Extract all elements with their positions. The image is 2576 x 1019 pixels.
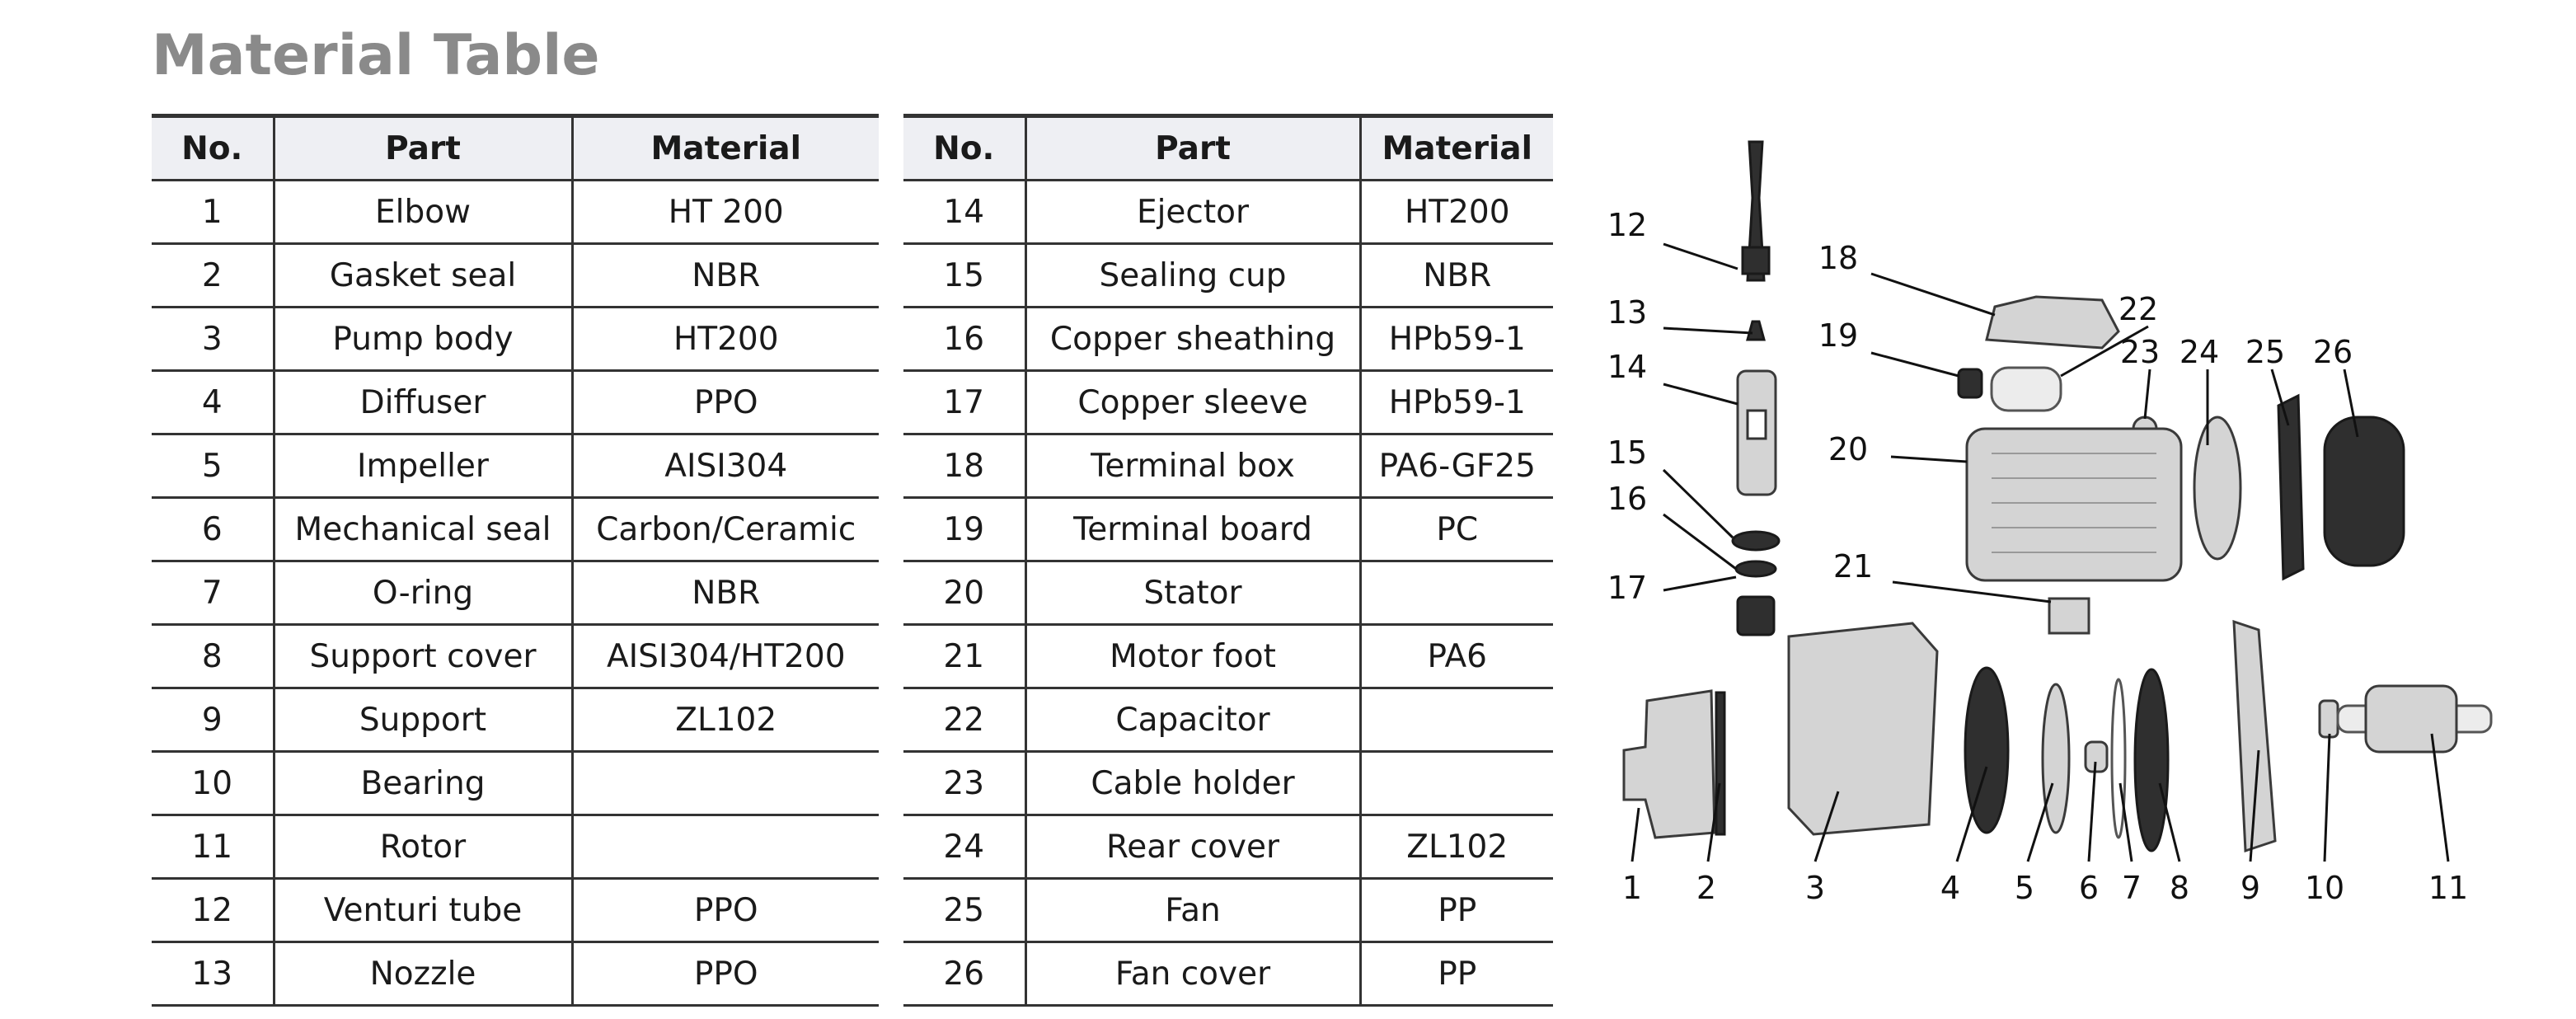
header-material: Material [1360,116,1553,181]
leader-line [1663,514,1736,569]
table-row [903,371,1553,434]
leader-line [1891,457,1967,462]
copper-sleeve-part [1738,597,1774,635]
cell-no: 11 [152,815,274,879]
terminal-board-part [1959,369,1982,397]
rear-cover-part [2194,417,2241,559]
cell-part: Sealing cup [1025,244,1360,308]
cell-part: Rear cover [1025,815,1360,879]
header-material: Material [572,116,879,181]
cell-part: Diffuser [274,371,572,434]
table-row [152,371,879,434]
cell-material: PPO [572,879,879,942]
table-row [903,815,1553,879]
material-table-right [903,114,1553,1007]
cell-material: HPb59-1 [1360,371,1553,434]
cell-part: Pump body [274,308,572,371]
cell-no: 19 [903,498,1025,561]
cell-part: Terminal box [1025,434,1360,498]
part-number-label: 4 [1940,870,1961,906]
table-row [903,561,1553,625]
cell-no: 6 [152,498,274,561]
leader-line [2145,369,2150,419]
part-number-label: 25 [2245,334,2286,370]
part-number-label: 15 [1607,434,1648,471]
table-row [152,752,879,815]
impeller-part [2043,684,2069,833]
part-number-label: 21 [1832,548,1874,585]
cell-material [1360,752,1553,815]
table-row [152,688,879,752]
part-number-label: 11 [2428,870,2469,906]
cell-no: 12 [152,879,274,942]
cell-no: 3 [152,308,274,371]
cell-material: NBR [572,244,879,308]
header-no: No. [152,116,274,181]
leader-line [1893,582,2051,602]
table-row [152,561,879,625]
exploded-pump-diagram [1591,124,2539,932]
part-number-label: 22 [2118,291,2159,327]
terminal-box-part [1987,297,2119,348]
cell-material: PA6 [1360,625,1553,688]
page-title: Material Table [152,23,600,88]
part-number-label: 16 [1607,481,1648,517]
cell-part: Terminal board [1025,498,1360,561]
part-number-label: 6 [2078,870,2100,906]
copper-sheathing-part [1736,561,1776,576]
cell-part: Copper sheathing [1025,308,1360,371]
support-cover-part [2135,669,2168,851]
part-number-label: 17 [1607,570,1648,606]
part-number-label: 9 [2240,870,2261,906]
cell-part: Impeller [274,434,572,498]
stator-part [1967,429,2181,580]
table-header-row [903,116,1553,181]
cell-part: Venturi tube [274,879,572,942]
cell-material: HT200 [1360,181,1553,244]
cell-part: Fan cover [1025,942,1360,1006]
bearing-part [2320,701,2338,737]
cell-part: Elbow [274,181,572,244]
table-row [152,434,879,498]
table-row [903,942,1553,1006]
cell-part: Support [274,688,572,752]
cell-material [1360,561,1553,625]
leader-line [1871,274,1995,315]
cell-no: 23 [903,752,1025,815]
table-row [152,879,879,942]
leader-line [1663,328,1753,333]
venturi-collar-part [1743,247,1769,274]
part-number-label: 20 [1828,431,1869,467]
header-part: Part [274,116,572,181]
part-number-label: 3 [1804,870,1826,906]
cell-part: Copper sleeve [1025,371,1360,434]
part-number-label: 26 [2312,334,2353,370]
cell-material: NBR [1360,244,1553,308]
cell-material [1360,688,1553,752]
o-ring-part [2112,679,2125,838]
cell-material: HT200 [572,308,879,371]
cell-part: Gasket seal [274,244,572,308]
part-number-label: 12 [1607,207,1648,243]
cell-no: 9 [152,688,274,752]
cell-no: 24 [903,815,1025,879]
cell-part: Support cover [274,625,572,688]
cell-no: 25 [903,879,1025,942]
cell-no: 20 [903,561,1025,625]
table-row [903,498,1553,561]
table-row [903,244,1553,308]
cell-material: PC [1360,498,1553,561]
cell-part: Cable holder [1025,752,1360,815]
gasket-seal-part [1716,693,1724,834]
cell-part: Stator [1025,561,1360,625]
rotor-core-part [2366,686,2456,752]
cell-part: Motor foot [1025,625,1360,688]
cell-no: 1 [152,181,274,244]
cell-no: 26 [903,942,1025,1006]
cell-no: 16 [903,308,1025,371]
cell-material: AISI304/HT200 [572,625,879,688]
part-number-label: 13 [1607,294,1648,331]
part-number-label: 19 [1818,317,1859,354]
cell-no: 10 [152,752,274,815]
nozzle-part [1748,322,1764,340]
cell-material: ZL102 [1360,815,1553,879]
cell-material: AISI304 [572,434,879,498]
leader-line [1663,244,1738,269]
cell-material: HT 200 [572,181,879,244]
table-header-row [152,116,879,181]
table-row [152,942,879,1006]
cell-no: 14 [903,181,1025,244]
cell-part: Fan [1025,879,1360,942]
part-number-label: 10 [2304,870,2345,906]
pump-body-part [1789,623,1937,834]
cell-material: HPb59-1 [1360,308,1553,371]
cell-material: PPO [572,942,879,1006]
table-row [903,181,1553,244]
table-row [152,244,879,308]
sealing-cup-part [1733,532,1779,550]
table-row [152,498,879,561]
leader-line [1871,353,1959,376]
part-number-label: 14 [1607,349,1648,385]
part-number-label: 1 [1621,870,1643,906]
table-row [903,308,1553,371]
part-number-label: 2 [1696,870,1717,906]
table-row [152,625,879,688]
capacitor-part [1992,368,2061,411]
fan-cover-part [2325,417,2404,566]
cell-no: 22 [903,688,1025,752]
leader-line [2089,762,2095,862]
leader-line [1663,470,1733,538]
table-row [903,434,1553,498]
table-row [152,181,879,244]
table-row [903,688,1553,752]
header-no: No. [903,116,1025,181]
motor-foot-part [2049,599,2089,633]
cell-no: 17 [903,371,1025,434]
table-row [152,308,879,371]
cell-material: PP [1360,879,1553,942]
cell-material: PPO [572,371,879,434]
table-row [903,879,1553,942]
cell-no: 13 [152,942,274,1006]
cell-material: PP [1360,942,1553,1006]
material-table-left [152,114,879,1007]
table-row [903,752,1553,815]
leader-line [1663,384,1738,404]
cell-no: 7 [152,561,274,625]
part-number-label: 24 [2179,334,2220,370]
cell-material [572,815,879,879]
cell-material: Carbon/Ceramic [572,498,879,561]
cell-no: 5 [152,434,274,498]
cell-no: 4 [152,371,274,434]
leader-line [2325,734,2330,862]
cell-material: NBR [572,561,879,625]
ejector-window-part [1748,411,1766,439]
table-row [903,625,1553,688]
cell-no: 15 [903,244,1025,308]
part-number-label: 18 [1818,240,1859,276]
part-number-label: 7 [2121,870,2142,906]
cell-part: Nozzle [274,942,572,1006]
cell-no: 8 [152,625,274,688]
part-number-label: 5 [2014,870,2035,906]
header-part: Part [1025,116,1360,181]
cell-part: Rotor [274,815,572,879]
cell-part: Mechanical seal [274,498,572,561]
cell-part: Capacitor [1025,688,1360,752]
leader-line [1632,808,1639,862]
cell-part: Ejector [1025,181,1360,244]
cell-no: 2 [152,244,274,308]
part-number-label: 23 [2119,334,2161,370]
part-number-label: 8 [2169,870,2190,906]
fan-part [2278,396,2303,579]
cell-material: PA6-GF25 [1360,434,1553,498]
cell-no: 18 [903,434,1025,498]
table-row [152,815,879,879]
cell-no: 21 [903,625,1025,688]
cell-part: O-ring [274,561,572,625]
leader-line [1663,577,1736,590]
cell-part: Bearing [274,752,572,815]
cell-material: ZL102 [572,688,879,752]
diffuser-part [1965,668,2008,833]
cell-material [572,752,879,815]
